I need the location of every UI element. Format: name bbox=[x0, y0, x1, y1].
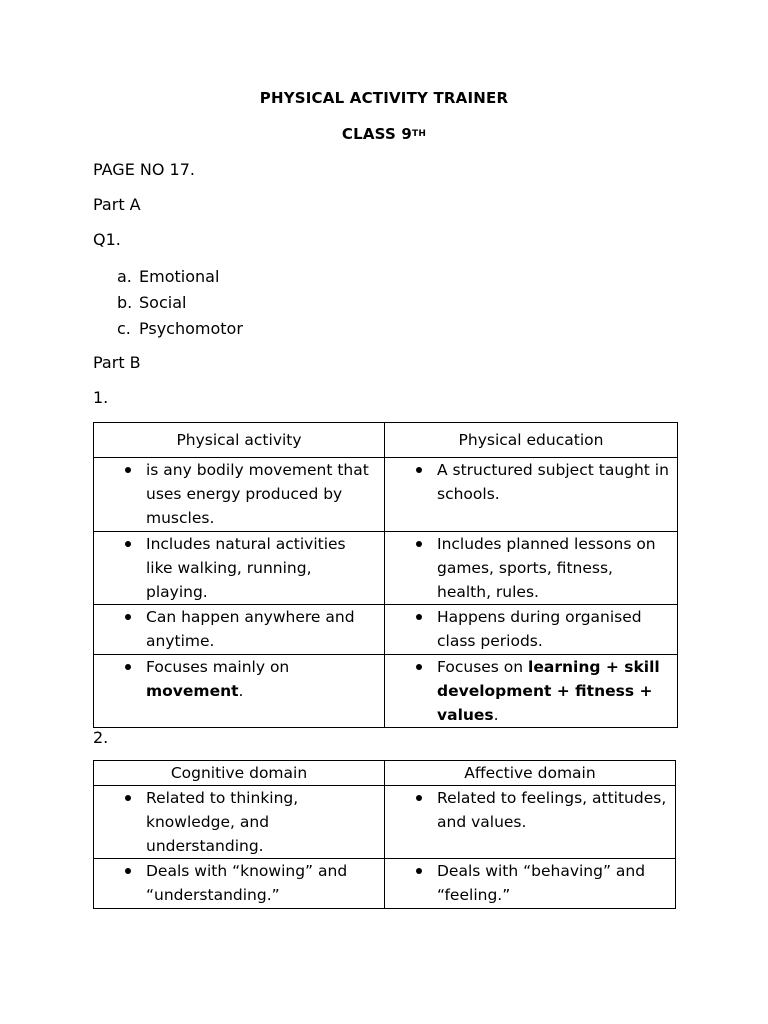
text-segment: Includes planned lessons on games, sports, fitness, health, rules. bbox=[437, 535, 656, 601]
answer-marker: a. bbox=[117, 267, 132, 286]
bold-text: learning + skill development + fitness + values bbox=[437, 658, 660, 724]
table-row bbox=[94, 458, 678, 532]
text-segment: Focuses mainly on bbox=[146, 658, 290, 676]
bullet-text bbox=[94, 532, 384, 604]
table-row bbox=[94, 605, 678, 655]
part-a-heading: Part A bbox=[93, 195, 141, 214]
answer-text: Emotional bbox=[139, 267, 220, 286]
table-row bbox=[94, 655, 678, 728]
bullet-text bbox=[94, 605, 384, 653]
class-label-superscript: TH bbox=[412, 129, 427, 139]
bullet-text bbox=[385, 605, 677, 653]
document-title: PHYSICAL ACTIVITY TRAINER bbox=[259, 89, 509, 107]
answer-item bbox=[117, 290, 243, 316]
answer-text: Social bbox=[139, 293, 187, 312]
bullet-text bbox=[385, 655, 677, 727]
table-cell bbox=[94, 786, 385, 859]
table-cell bbox=[385, 458, 678, 532]
text-segment: Includes natural activities like walking, running, playing. bbox=[146, 535, 346, 601]
bullet-text bbox=[385, 786, 675, 834]
text-segment: Can happen anywhere and anytime. bbox=[146, 608, 355, 650]
table-row bbox=[94, 786, 676, 859]
answer-text: Psychomotor bbox=[139, 319, 243, 338]
table-header-cell: Cognitive domain bbox=[94, 761, 385, 786]
bullet-text bbox=[385, 458, 677, 506]
bullet-text bbox=[94, 655, 384, 703]
bullet-text bbox=[94, 458, 384, 530]
table-cell bbox=[94, 859, 385, 909]
question-1-answer-list bbox=[117, 264, 243, 342]
text-segment: Related to thinking, knowledge, and understanding. bbox=[146, 789, 299, 855]
table-row bbox=[94, 532, 678, 605]
table-cell bbox=[94, 532, 385, 605]
bullet-text bbox=[385, 859, 675, 907]
table-cell bbox=[385, 859, 676, 909]
class-label: CLASS 9 bbox=[341, 125, 413, 143]
bullet-text bbox=[94, 786, 384, 858]
table-cell bbox=[385, 655, 678, 728]
text-segment: . bbox=[238, 682, 244, 700]
question-b1-label: 1. bbox=[93, 388, 109, 407]
bold-text: movement bbox=[146, 682, 239, 700]
table-row bbox=[94, 859, 676, 909]
table-header-cell: Physical education bbox=[385, 423, 678, 458]
table-header-cell: Physical activity bbox=[94, 423, 385, 458]
text-segment: is any bodily movement that uses energy produced by muscles. bbox=[146, 461, 369, 527]
table-cell bbox=[385, 605, 678, 655]
table-header-row bbox=[94, 423, 678, 458]
question-b2-label: 2. bbox=[93, 728, 109, 747]
text-segment: Happens during organised class periods. bbox=[437, 608, 642, 650]
text-segment: Related to feelings, attitudes, and values. bbox=[437, 789, 667, 831]
comparison-table-cognitive-affective bbox=[93, 760, 676, 909]
comparison-table-activity-education bbox=[93, 422, 678, 728]
text-segment: A structured subject taught in schools. bbox=[437, 461, 669, 503]
table-cell bbox=[385, 786, 676, 859]
bullet-text bbox=[94, 859, 384, 907]
table-cell bbox=[94, 605, 385, 655]
question-1-label: Q1. bbox=[93, 230, 121, 249]
table-cell bbox=[385, 532, 678, 605]
table-cell bbox=[94, 655, 385, 728]
class-heading bbox=[0, 125, 768, 143]
text-segment: Focuses on bbox=[437, 658, 529, 676]
page-number: PAGE NO 17. bbox=[93, 160, 195, 179]
text-segment: Deals with “behaving” and “feeling.” bbox=[437, 862, 646, 904]
answer-marker: c. bbox=[117, 319, 131, 338]
answer-marker: b. bbox=[117, 293, 133, 312]
answer-item bbox=[117, 264, 243, 290]
table-header-cell: Affective domain bbox=[385, 761, 676, 786]
table-header-row bbox=[94, 761, 676, 786]
bullet-text bbox=[385, 532, 677, 604]
table-cell bbox=[94, 458, 385, 532]
text-segment: . bbox=[493, 706, 499, 724]
text-segment: Deals with “knowing” and “understanding.” bbox=[146, 862, 348, 904]
part-b-heading: Part B bbox=[93, 353, 141, 372]
answer-item bbox=[117, 316, 243, 342]
